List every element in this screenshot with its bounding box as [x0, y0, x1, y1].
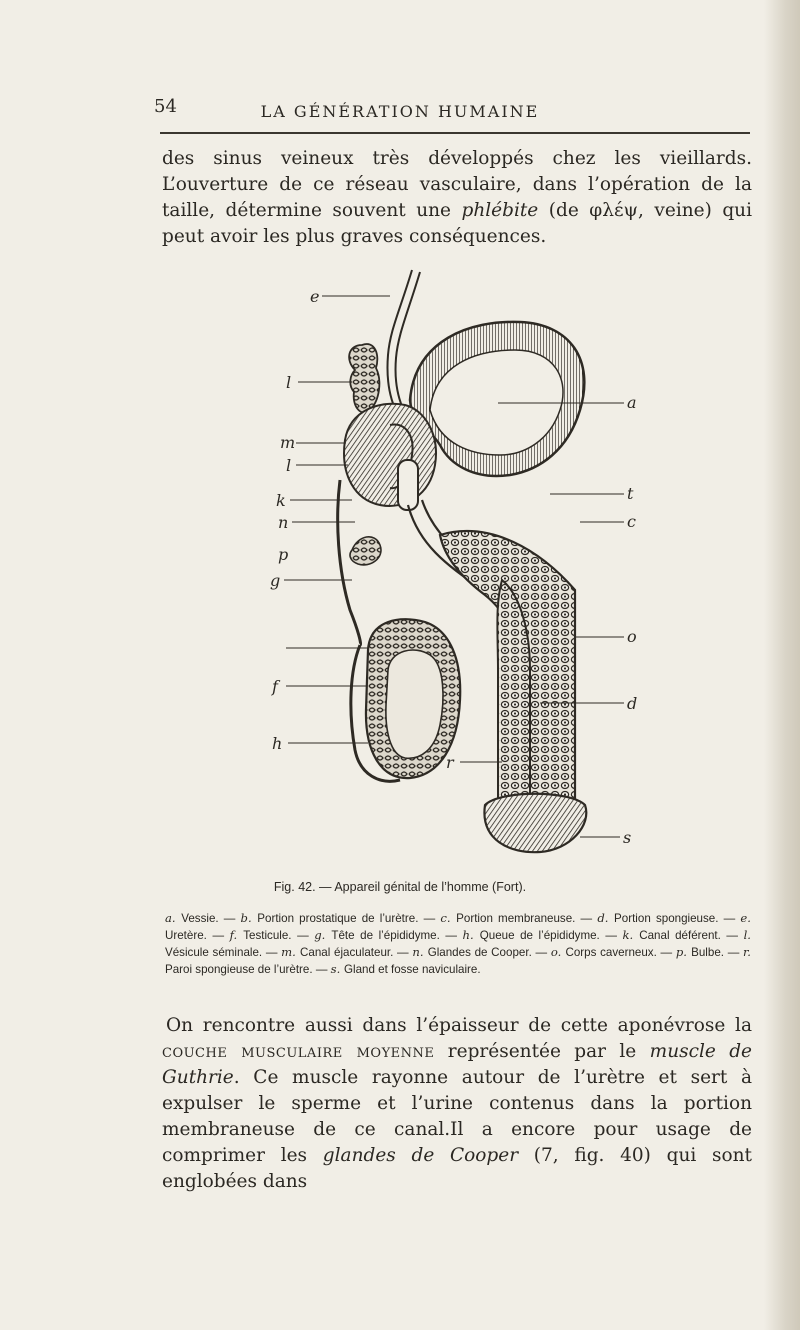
legend-entry — [623, 929, 721, 942]
page-number: 54 — [154, 96, 177, 117]
term-phlebite: phlébite — [461, 200, 539, 221]
paragraph-top — [162, 146, 752, 250]
legend-text: Glandes de Cooper. — [427, 946, 532, 959]
legend-letter: e. — [740, 911, 751, 925]
legend-entry — [551, 946, 657, 959]
paragraph-top-text-2: (de φλέψ, veine) qui peut avoir les plus graves conséquences. — [162, 200, 752, 247]
seminal-vesicle-shape — [349, 344, 379, 412]
label-s: s — [623, 828, 632, 847]
legend-entry — [440, 912, 575, 925]
figure-caption: Fig. 42. — Appareil génital de l’homme (Fort). — [273, 880, 527, 894]
legend-text: Vésicule séminale. — [165, 946, 263, 959]
legend-entry — [241, 912, 419, 925]
legend-letter: m. — [281, 945, 301, 959]
legend-entry — [230, 929, 292, 942]
label-c: c — [627, 512, 636, 531]
legend-entry — [281, 946, 393, 959]
label-m: m — [280, 433, 296, 452]
legend-letter: s. — [330, 962, 344, 976]
legend-letter: d. — [597, 911, 615, 925]
legend-letter: r. — [743, 945, 751, 959]
anatomical-figure — [240, 250, 670, 870]
term-glandes-cooper: glandes de Cooper — [322, 1145, 519, 1166]
legend-text: Paroi spongieuse de l’urètre. — [165, 963, 313, 976]
legend-text: Testicule. — [243, 929, 292, 942]
label-k: k — [276, 491, 286, 510]
legend-letter: p. — [675, 945, 692, 959]
legend-text: Canal déférent. — [639, 929, 721, 942]
legend-letter: k. — [622, 928, 640, 942]
label-o: o — [627, 627, 637, 646]
legend-text: Bulbe. — [691, 946, 724, 959]
term-muscle-guthrie: muscle de Guthrie — [162, 1041, 753, 1088]
testicle-shape — [351, 619, 460, 781]
legend-entry — [314, 929, 440, 942]
legend-text: Gland et fosse naviculaire. — [343, 963, 481, 976]
legend-letter: o. — [550, 945, 566, 959]
legend-text: Vessie. — [181, 912, 219, 925]
label-h: h — [272, 734, 283, 753]
paragraph-bottom-text-2: représentée par le — [434, 1041, 650, 1062]
label-r: r — [446, 753, 454, 772]
legend-entry — [331, 963, 481, 976]
label-e: e — [310, 287, 320, 306]
cooper-gland-shape — [350, 537, 381, 565]
paragraph-bottom-text-3: . Ce muscle rayonne autour de l’urètre et sert à expulser le sperme et l’urine contenus dans la portion membraneuse de ce canal.Il a encore pour usage de comprimer les — [162, 1067, 752, 1166]
legend-letter: g. — [314, 928, 332, 942]
legend-letter: h. — [462, 928, 480, 942]
legend-letter: f. — [229, 928, 244, 942]
header-rule — [160, 132, 750, 134]
legend-letter: b. — [240, 911, 258, 925]
legend-text: Portion prostatique de l’urètre. — [257, 912, 419, 925]
legend-entry — [597, 912, 718, 925]
legend-letter: c. — [440, 911, 457, 925]
running-title: LA GÉNÉRATION HUMAINE — [260, 102, 540, 121]
legend-text: Corps caverneux. — [565, 946, 657, 959]
legend-text: Uretère. — [165, 929, 207, 942]
legend-text: Portion spongieuse. — [614, 912, 719, 925]
prostate-shape — [344, 404, 436, 510]
label-n: n — [278, 513, 289, 532]
paragraph-bottom-text-4: (7, fig. 40) qui sont englobées dans — [162, 1145, 752, 1192]
legend-letter: l. — [743, 928, 751, 942]
label-p: p — [278, 545, 289, 564]
figure-drawing — [240, 250, 670, 870]
legend-text: Queue de l’épididyme. — [479, 929, 600, 942]
page-edge-shadow — [764, 0, 800, 1330]
label-a: a — [627, 393, 637, 412]
legend-entry — [165, 912, 219, 925]
paragraph-bottom-text-1: On rencontre aussi dans l’épaisseur de cette aponévrose la — [166, 1015, 752, 1036]
label-l-lower: l — [286, 456, 292, 475]
legend-text: Portion membraneuse. — [456, 912, 576, 925]
legend-text: Tête de l’épididyme. — [331, 929, 440, 942]
label-t: t — [627, 484, 634, 503]
glans-shape — [484, 794, 586, 852]
paragraph-bottom — [162, 1013, 752, 1195]
paragraph-top-text-1: des sinus veineux très développés chez les vieillards. L’ouverture de ce réseau vasculaire, dans l’opération de la taille, détermine souvent une — [162, 148, 752, 221]
smallcaps-term: couche musculaire moyenne — [162, 1041, 435, 1062]
label-d: d — [627, 694, 638, 713]
legend-entries: a. Vessie. — b. Portion prostatique de l’urètre. — c. Portion membraneuse. — d. Portion spongieuse. — e. Uretère. — f. Testicule. — g. Tête de l’épididyme. — h. Queue de l’épididyme. — k. Canal déférent. — l. Vésicule séminale. — m. Canal éjaculateur. — n. Glandes de Cooper. — o. Corps caverneux. — p. Bulbe. — r. Paroi spongieuse de l’urètre. — s. Gland et fosse naviculaire. — [165, 911, 751, 976]
legend-letter: n. — [412, 945, 428, 959]
legend-entry — [463, 929, 600, 942]
label-g: g — [270, 571, 281, 590]
legend-entry — [676, 946, 724, 959]
legend-letter: a. — [165, 911, 182, 925]
legend-entry — [412, 946, 531, 959]
legend-text: Canal éjaculateur. — [300, 946, 394, 959]
figure-legend — [165, 910, 751, 978]
label-l-upper: l — [286, 373, 292, 392]
label-f: f — [272, 677, 278, 696]
